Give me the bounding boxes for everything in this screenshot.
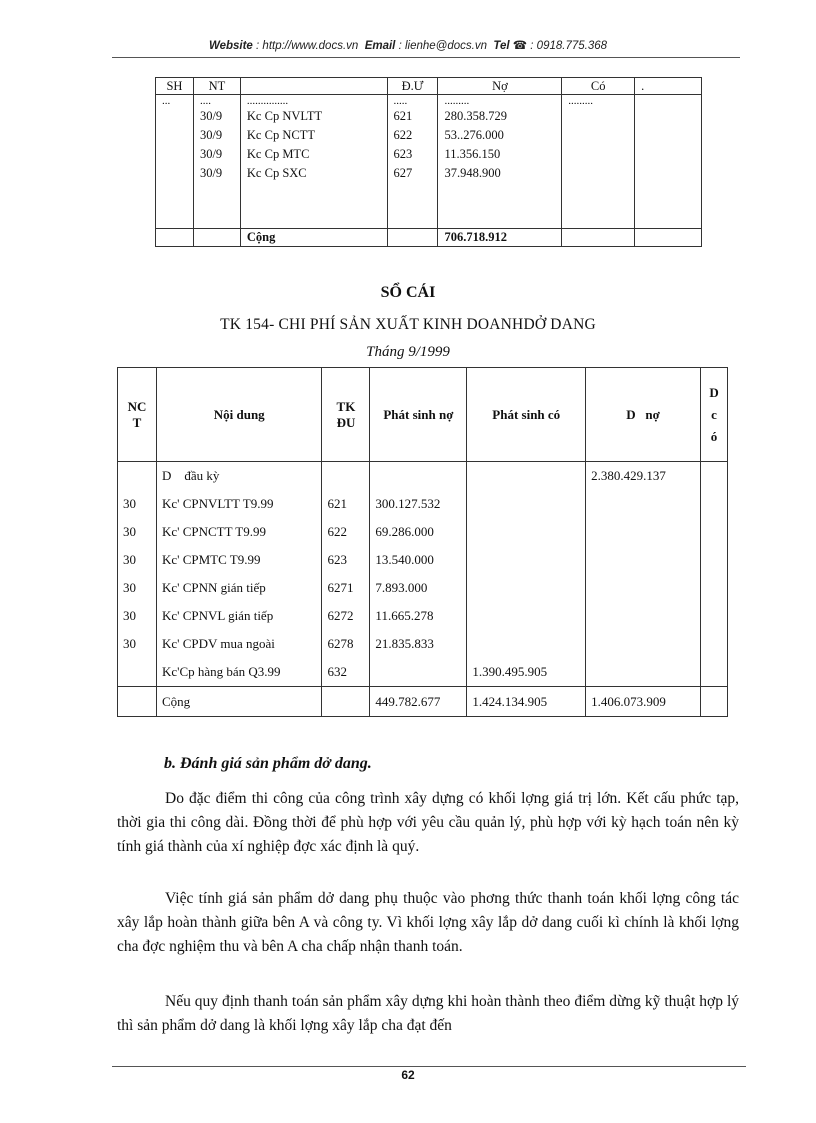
journal-du: 622 bbox=[393, 128, 413, 142]
dots: ......... bbox=[568, 95, 594, 107]
website-value: : http://www.docs.vn bbox=[256, 40, 359, 52]
page-header bbox=[0, 38, 816, 52]
journal-no: 53..276.000 bbox=[444, 128, 504, 142]
ledger-row: 30 Kc' CPNVLTT T9.99 621 300.127.532 bbox=[118, 490, 728, 518]
phone-icon: ☎ bbox=[512, 40, 528, 52]
journal-nt: 30/9 bbox=[199, 147, 223, 161]
journal-nt: 30/9 bbox=[199, 128, 223, 142]
header-co: Có bbox=[562, 78, 635, 95]
paragraph: Việc tính giá sản phẩm dở dang phụ thuộc vào phơng thức thanh toán khối lợng công tác xây lắp hoàn thành giữa bên A và công ty. Vì khối lợng xây lắp dở dang cuối kì chính là khối lợng cha đợc nghiệm thu và bên A cha chấp nhận thanh toán. bbox=[117, 890, 739, 955]
header-tk: TK ĐU bbox=[322, 368, 370, 462]
section-heading: b. Đánh giá sản phẩm dở dang. bbox=[164, 755, 372, 772]
dots: ......... bbox=[444, 95, 470, 107]
header-ps-co: Phát sinh có bbox=[467, 368, 586, 462]
ledger-row: D đầu kỳ 2.380.429.137 bbox=[118, 462, 728, 491]
header-no: Nợ bbox=[438, 78, 562, 95]
dots: ... bbox=[162, 95, 171, 107]
ledger-table bbox=[117, 367, 728, 717]
header-du: Đ.Ư bbox=[387, 78, 438, 95]
ledger-row: 30 Kc' CPDV mua ngoài 6278 21.835.833 bbox=[118, 630, 728, 658]
ledger-period: Tháng 9/1999 bbox=[366, 344, 450, 360]
journal-total-value: 706.718.912 bbox=[438, 229, 562, 247]
tel-label: Tel bbox=[493, 40, 510, 52]
ledger-total-row bbox=[118, 687, 728, 717]
ledger-row: 30 Kc' CPNCTT T9.99 622 69.286.000 bbox=[118, 518, 728, 546]
ledger-total-ps-no: 449.782.677 bbox=[370, 687, 467, 717]
header-nct: NCT bbox=[118, 368, 157, 462]
journal-desc: Kc Cp NVLTT bbox=[246, 109, 323, 123]
journal-header-row bbox=[156, 78, 702, 95]
footer-divider bbox=[112, 1066, 746, 1067]
ledger-row: 30 Kc' CPNN gián tiếp 6271 7.893.000 bbox=[118, 574, 728, 602]
ledger-header-row bbox=[118, 368, 728, 462]
email-value: : lienhe@docs.vn bbox=[398, 40, 487, 52]
paragraph: Do đặc điểm thi công của công trình xây dựng có khối lợng giá trị lớn. Kết cấu phức tạp, thời gia thi công dài. Đồng thời để phù hợp với yêu cầu quản lý, phù hợp với kỳ hạch toán nên kỳ tính giá thành của xí nghiệp đợc xác định là quý. bbox=[117, 790, 739, 855]
journal-desc: Kc Cp MTC bbox=[246, 147, 310, 161]
header-ps-no: Phát sinh nợ bbox=[370, 368, 467, 462]
journal-table bbox=[155, 77, 702, 247]
ledger-total-du-no: 1.406.073.909 bbox=[586, 687, 701, 717]
email-label: Email bbox=[364, 40, 396, 52]
journal-total-row bbox=[156, 229, 702, 247]
ledger-row: 30 Kc' CPNVL gián tiếp 6272 11.665.278 bbox=[118, 602, 728, 630]
ledger-title: SỔ CÁI bbox=[380, 284, 436, 301]
header-divider bbox=[112, 57, 740, 58]
paragraph: Nếu quy định thanh toán sản phẩm xây dựng khi hoàn thành theo điểm dừng kỹ thuật hợp lý thì sản phẩm dở dang là khối lợng xây lắp cha đạt đến bbox=[117, 993, 739, 1034]
ledger-total-label: Cộng bbox=[156, 687, 322, 717]
header-extra: . bbox=[635, 78, 702, 95]
journal-body-row bbox=[156, 95, 702, 229]
dots: ..... bbox=[393, 95, 408, 107]
journal-no: 11.356.150 bbox=[444, 147, 501, 161]
journal-desc: Kc Cp NCTT bbox=[246, 128, 315, 142]
ledger-row: Kc'Cp hàng bán Q3.99 632 1.390.495.905 bbox=[118, 658, 728, 687]
journal-nt: 30/9 bbox=[199, 109, 223, 123]
website-label: Website bbox=[208, 40, 253, 52]
page-number: 62 bbox=[401, 1068, 415, 1082]
header-desc bbox=[240, 78, 387, 95]
ledger-total-ps-co: 1.424.134.905 bbox=[467, 687, 586, 717]
tel-value: : 0918.775.368 bbox=[530, 40, 608, 52]
header-content: Nội dung bbox=[156, 368, 322, 462]
header-sh: SH bbox=[156, 78, 194, 95]
journal-no: 37.948.900 bbox=[444, 166, 501, 180]
header-du-co: D c ó bbox=[701, 368, 728, 462]
dots: ............... bbox=[246, 95, 289, 107]
dots: .... bbox=[199, 95, 211, 107]
journal-nt: 30/9 bbox=[199, 166, 223, 180]
journal-no: 280.358.729 bbox=[444, 109, 507, 123]
journal-du: 627 bbox=[393, 166, 413, 180]
header-du-no: D nợ bbox=[586, 368, 701, 462]
journal-desc: Kc Cp SXC bbox=[246, 166, 307, 180]
journal-du: 623 bbox=[393, 147, 413, 161]
journal-total-label: Cộng bbox=[240, 229, 387, 247]
ledger-subtitle: TK 154- CHI PHÍ SẢN XUẤT KINH DOANHDỞ DANG bbox=[220, 316, 596, 333]
journal-du: 621 bbox=[393, 109, 413, 123]
header-nt: NT bbox=[193, 78, 240, 95]
ledger-row: 30 Kc' CPMTC T9.99 623 13.540.000 bbox=[118, 546, 728, 574]
